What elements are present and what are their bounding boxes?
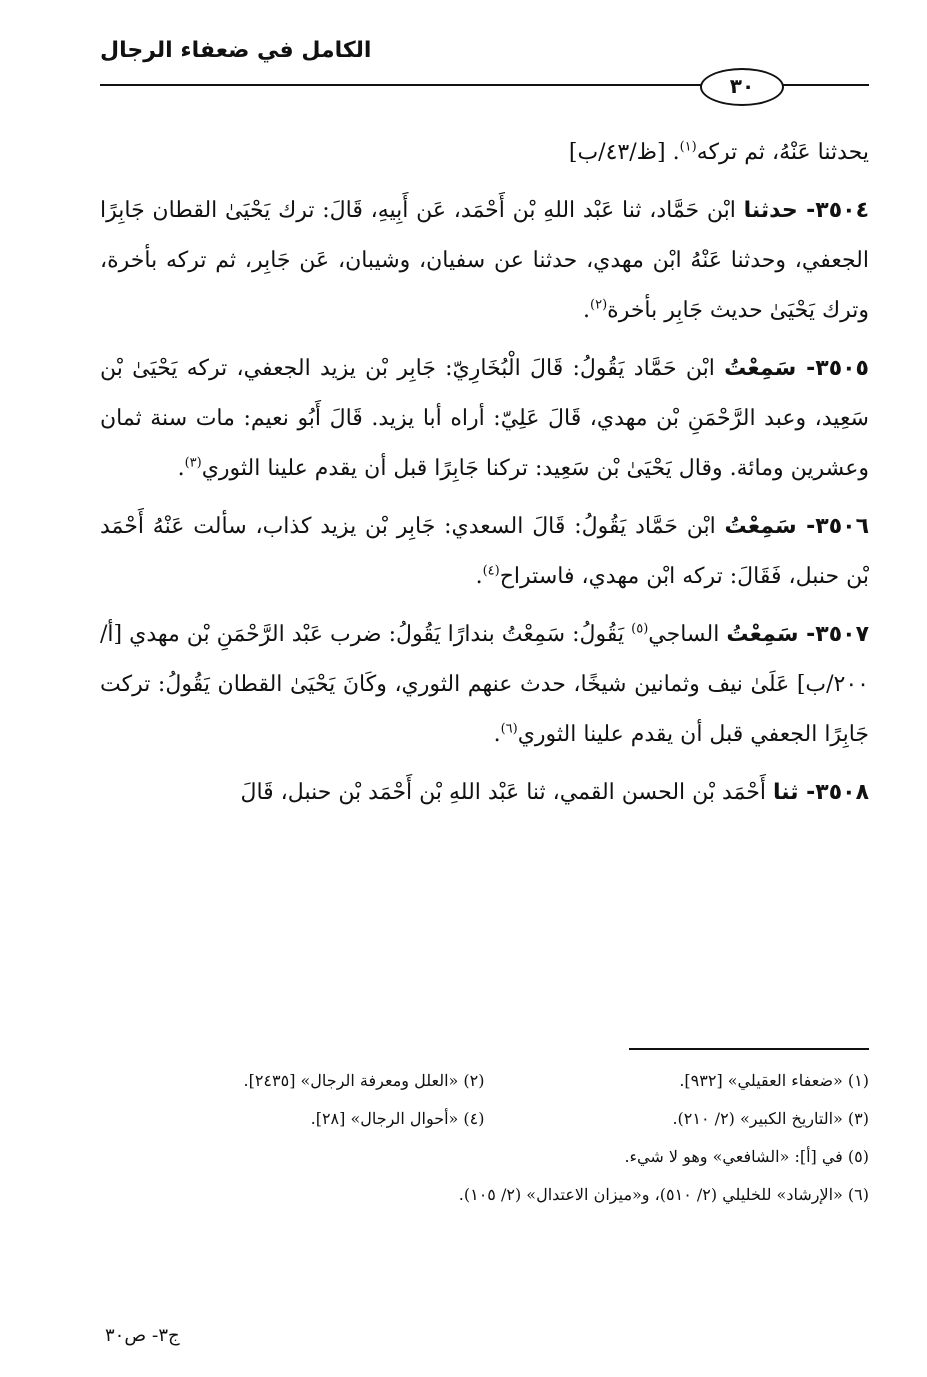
footnote-row: [100, 1138, 869, 1176]
footnote-5: (٥) في [أ]: «الشافعي» وهو لا شيء.: [624, 1147, 869, 1166]
footnote-2: (٢) «العلل ومعرفة الرجال» [٢٤٣٥].: [243, 1071, 485, 1090]
paragraph-tail: .: [583, 298, 591, 323]
narration-number: ٣٥٠٤- حدثنا: [743, 198, 869, 223]
paragraph-tail: . [ظ/٤٣/ب]: [568, 140, 680, 165]
paragraph-text: ابْن حَمَّاد يَقُولُ: قَالَ السعدي: جَابِر بْن يزيد كذاب، سألت عَنْهُ أَحْمَد بْن حنبل، فَقَالَ: تركه ابْن مهدي، فاستراح: [100, 514, 869, 589]
paragraph-continuation: [100, 128, 869, 178]
paragraph-tail: .: [177, 456, 185, 481]
footnote-rule: [629, 1048, 869, 1050]
footnote-ref: (٤): [482, 563, 500, 579]
paragraph-text: يحدثنا عَنْهُ، ثم تركه: [696, 140, 869, 165]
narration-number: ٣٥٠٦- سَمِعْتُ: [724, 514, 869, 539]
footnote-ref: (١): [679, 139, 697, 155]
footnote-ref: (٣): [184, 455, 202, 471]
narration-number: ٣٥٠٥- سَمِعْتُ: [724, 356, 869, 381]
footnote-6: (٦) «الإرشاد» للخليلي (٢/ ٥١٠)، و«ميزان الاعتدال» (٢/ ١٠٥).: [458, 1185, 869, 1204]
book-title: الكامل في ضعفاء الرجال: [100, 38, 372, 63]
footnote-ref: (٢): [590, 297, 608, 313]
paragraph-text: الساجي: [648, 622, 727, 647]
narration-3508: [100, 768, 869, 818]
body-text: [100, 128, 869, 826]
footnote-1: (١) «ضعفاء العقيلي» [٩٣٢].: [679, 1071, 869, 1090]
footnote-3: (٣) «التاريخ الكبير» (٢/ ٢١٠).: [672, 1109, 869, 1128]
paragraph-text: ابْن حَمَّاد، ثنا عَبْد اللهِ بْن أَحْمَد، عَن أَبِيهِ، قَالَ: ترك يَحْيَىٰ القطان جَابِرًا الجعفي، وحدثنا عَنْهُ ابْن مهدي، حدثنا عن سفيان، وشيبان، عَن جَابِر، ثم تركه بأخرة، وترك يَحْيَىٰ حديث جَابِر بأخرة: [100, 198, 869, 323]
footnote-4: (٤) «أحوال الرجال» [٢٨].: [310, 1109, 485, 1128]
page-number: ٣٠: [700, 68, 784, 106]
narration-number: ٣٥٠٧- سَمِعْتُ: [726, 622, 869, 647]
paragraph-tail: .: [475, 564, 483, 589]
narration-number: ٣٥٠٨- ثنا: [772, 780, 869, 805]
footnote-ref: (٥): [631, 621, 649, 637]
footnotes: [100, 1062, 869, 1214]
paragraph-text: ابْن حَمَّاد يَقُولُ: قَالَ الْبُخَارِيّ: جَابِر بْن يزيد الجعفي، تركه يَحْيَىٰ بْن سَعِيد، وعبد الرَّحْمَنِ بْن مهدي، قَالَ عَلِيّ: أراه أبا يزيد. قَالَ أَبُو نعيم: مات سنة ثمان وعشرين ومائة. وقال يَحْيَىٰ بْن سَعِيد: تركنا جَابِرًا قبل أن يقدم علينا الثوري: [100, 356, 869, 481]
narration-3505: [100, 344, 869, 494]
paragraph-text: أَحْمَد بْن الحسن القمي، ثنا عَبْد اللهِ بْن أَحْمَد بْن حنبل، قَالَ: [240, 780, 773, 805]
narration-3504: [100, 186, 869, 336]
narration-3506: [100, 502, 869, 602]
footnote-row: [100, 1176, 869, 1214]
paragraph-tail: يَقُولُ: سَمِعْتُ بندارًا يَقُولُ: ضرب عَبْد الرَّحْمَنِ بْن مهدي [أ/٢٠٠/ب] عَلَىٰ نيف وثمانين شيخًا، حدث عنهم الثوري، وكَانَ يَحْيَىٰ القطان يَقُولُ: تركت جَابِرًا الجعفي قبل أن يقدم علينا الثوري: [100, 622, 869, 747]
footnote-ref: (٦): [500, 721, 518, 737]
paragraph-tail: .: [493, 722, 501, 747]
footnote-row: [100, 1100, 869, 1138]
footnote-row: [100, 1062, 869, 1100]
narration-3507: [100, 610, 869, 760]
footer-page-reference: ج٣- ص٣٠: [105, 1325, 180, 1346]
